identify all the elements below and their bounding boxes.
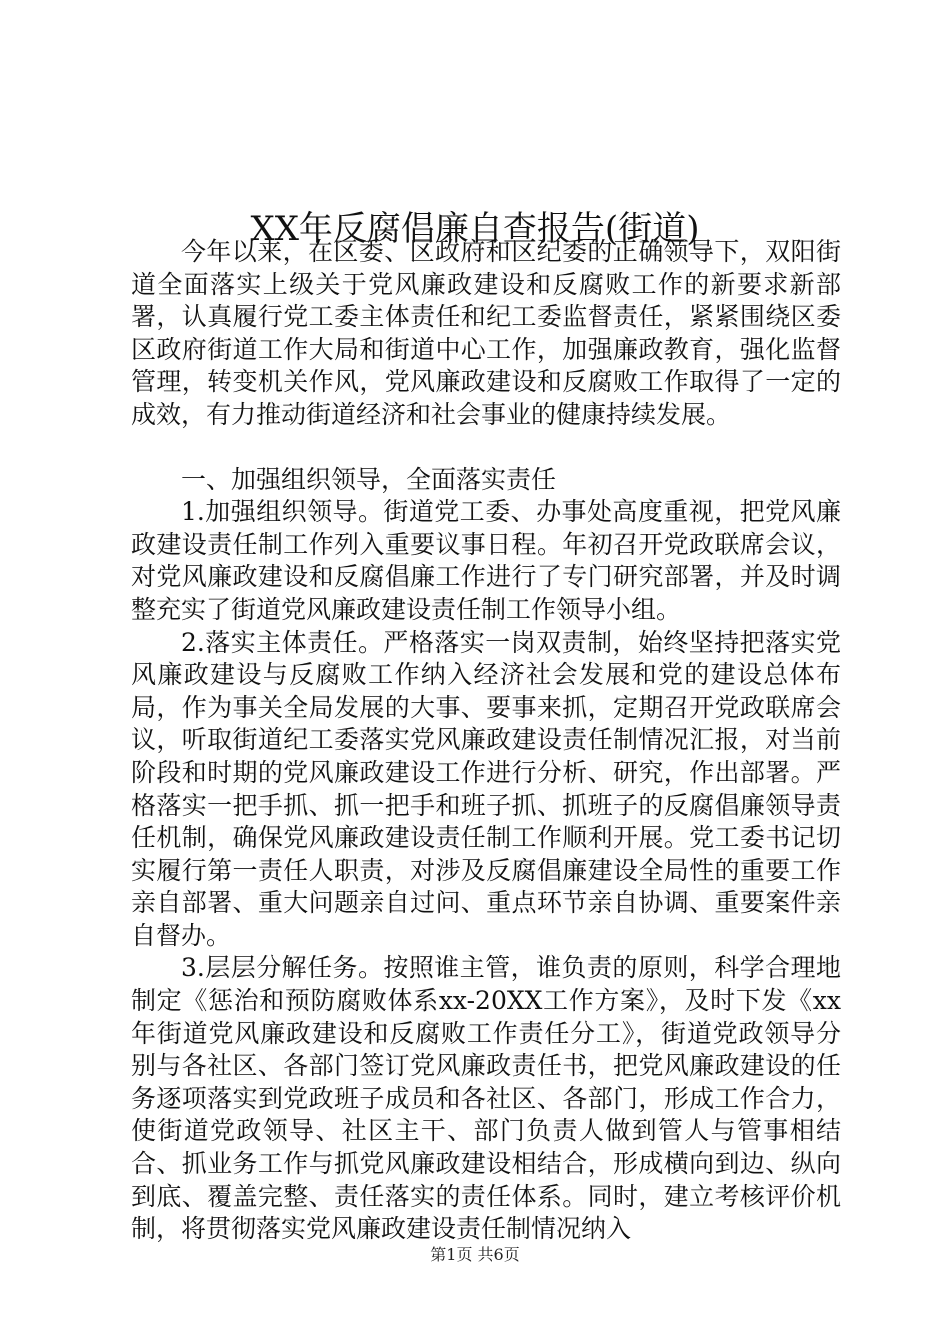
section-heading: 一、加强组织领导，全面落实责任 — [181, 464, 557, 494]
paragraph-item-2: 2.落实主体责任。严格落实一岗双责制，始终坚持把落实党风廉政建设与反腐败工作纳入经济社会发展和党的建设总体布局，作为事关全局发展的大事、要事来抓，定期召开党政联席会议，听取街道纪工委落实党风廉政建设责任制情况汇报，对当前阶段和时期的党风廉政建设工作进行分析、研究，作出部署。严格落实一把手抓、抓一把手和班子抓、抓班子的反腐倡廉领导责任机制，确保党风廉政建设责任制工作顺利开展。党工委书记切实履行第一责任人职责，对涉及反腐倡廉建设全局性的重要工作亲自部署、重大问题亲自过问、重点环节亲自协调、重要案件亲自督办。 — [131, 627, 841, 950]
document-body — [131, 236, 841, 1246]
document-title: XX年反腐倡廉自查报告(街道) — [250, 208, 700, 249]
intro-paragraph: 今年以来，在区委、区政府和区纪委的正确领导下，双阳街道全面落实上级关于党风廉政建设和反腐败工作的新要求新部署，认真履行党工委主体责任和纪工委监督责任，紧紧围绕区委区政府街道工作大局和街道中心工作，加强廉政教育，强化监督管理，转变机关作风，党风廉政建设和反腐败工作取得了一定的成效，有力推动街道经济和社会事业的健康持续发展。 — [131, 237, 841, 429]
page-footer: 第1页 共6页 — [430, 1245, 520, 1264]
paragraph-item-3: 3.层层分解任务。按照谁主管，谁负责的原则，科学合理地制定《惩治和预防腐败体系xx-20XX工作方案》，及时下发《xx年街道党风廉政建设和反腐败工作责任分工》，街道党政领导分别与各社区、各部门签订党风廉政责任书，把党风廉政建设的任务逐项落实到党政班子成员和各社区、各部门，形成工作合力，使街道党政领导、社区主干、部门负责人做到管人与管事相结合、抓业务工作与抓党风廉政建设相结合，形成横向到边、纵向到底、覆盖完整、责任落实的责任体系。同时，建立考核评价机制，将贯彻落实党风廉政建设责任制情况纳入 — [131, 953, 841, 1244]
paragraph-item-1: 1.加强组织领导。街道党工委、办事处高度重视，把党风廉政建设责任制工作列入重要议事日程。年初召开党政联席会议，对党风廉政建设和反腐倡廉工作进行了专门研究部署，并及时调整充实了街道党风廉政建设责任制工作领导小组。 — [131, 497, 841, 624]
